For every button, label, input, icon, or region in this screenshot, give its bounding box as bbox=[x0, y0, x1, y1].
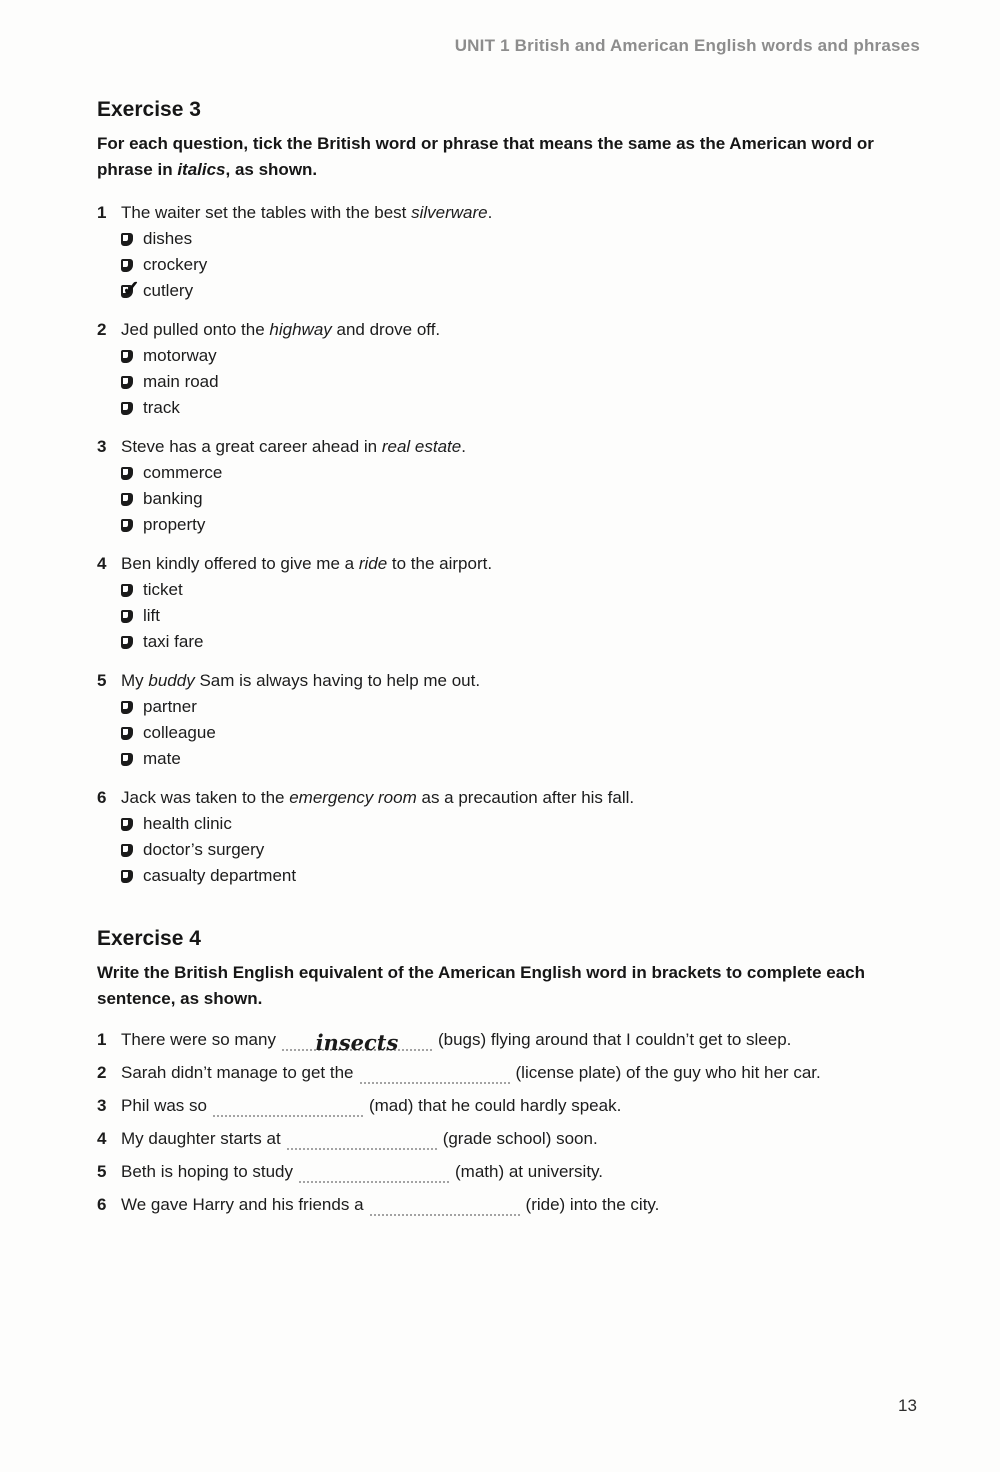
question-number: 6 bbox=[97, 1195, 107, 1214]
checkbox-icon[interactable] bbox=[121, 610, 133, 623]
sentence-post: (mad) that he could hardly speak. bbox=[368, 1096, 622, 1115]
question-number: 5 bbox=[97, 671, 107, 690]
sentence-post: Sam is always having to help me out. bbox=[194, 671, 481, 690]
question-number: 3 bbox=[97, 1096, 107, 1115]
checkbox-icon[interactable] bbox=[121, 519, 133, 532]
exercise4-question-1 bbox=[97, 1029, 922, 1055]
checkbox-icon[interactable] bbox=[121, 584, 133, 597]
sentence-pre: Phil was so bbox=[121, 1096, 207, 1115]
option-label: mate bbox=[143, 749, 181, 768]
sentence-pre: Ben kindly offered to give me a bbox=[121, 554, 359, 573]
instruction-text: For each question, tick the British word or phrase that means the same as the American word or phrase in bbox=[97, 134, 874, 179]
exercise4-question-4 bbox=[97, 1128, 922, 1150]
checkbox-icon[interactable] bbox=[121, 259, 133, 272]
page-number: 13 bbox=[898, 1396, 917, 1415]
sentence-pre: The waiter set the tables with the best bbox=[121, 203, 412, 222]
sentence-pre: Jed pulled onto the bbox=[121, 320, 270, 339]
answer-blank[interactable] bbox=[370, 1200, 520, 1216]
checkbox-icon[interactable] bbox=[121, 233, 133, 246]
option-row bbox=[121, 278, 922, 304]
checkbox-icon[interactable] bbox=[121, 701, 133, 714]
sentence-italic: silverware bbox=[411, 203, 488, 222]
sentence-post: (math) at university. bbox=[455, 1162, 604, 1181]
option-label: ticket bbox=[143, 580, 183, 599]
sentence-italic: highway bbox=[269, 320, 332, 339]
exercise3-question-5 bbox=[97, 668, 922, 772]
sentence-italic: ride bbox=[358, 554, 388, 573]
checkbox-icon[interactable] bbox=[121, 376, 133, 389]
sentence-post: and drove off. bbox=[331, 320, 441, 339]
option-row bbox=[121, 863, 922, 889]
exercise4-instructions: Write the British English equivalent of the American English word in brackets to complete each sentence, as shown. bbox=[97, 963, 865, 1008]
answer-blank[interactable] bbox=[360, 1068, 510, 1084]
instruction-italic-word: italics bbox=[177, 160, 226, 179]
option-label: motorway bbox=[143, 346, 217, 365]
checkbox-icon[interactable] bbox=[121, 636, 133, 649]
exercise3-question-6 bbox=[97, 785, 922, 889]
option-label: property bbox=[143, 515, 206, 534]
option-row bbox=[121, 720, 922, 746]
sentence-post: to the airport. bbox=[387, 554, 493, 573]
sentence-post: (license plate) of the guy who hit her car. bbox=[515, 1063, 821, 1082]
option-row bbox=[121, 746, 922, 772]
sentence-post: (bugs) flying around that I couldn’t get to sleep. bbox=[437, 1030, 792, 1049]
exercise3-question-1 bbox=[97, 200, 922, 304]
question-sentence bbox=[121, 785, 634, 811]
question-sentence bbox=[121, 551, 492, 577]
answer-blank[interactable] bbox=[299, 1167, 449, 1183]
option-label: commerce bbox=[143, 463, 223, 482]
unit-header: UNIT 1 British and American English words and phrases bbox=[454, 36, 920, 55]
checkbox-icon[interactable] bbox=[121, 350, 133, 363]
option-label: taxi fare bbox=[143, 632, 204, 651]
question-number: 2 bbox=[97, 1063, 107, 1082]
option-label: lift bbox=[143, 606, 160, 625]
option-label: cutlery bbox=[143, 281, 194, 300]
checkbox-icon[interactable] bbox=[121, 402, 133, 415]
page-content bbox=[0, 98, 1000, 1216]
option-row bbox=[121, 252, 922, 278]
exercise3-question-2 bbox=[97, 317, 922, 421]
option-row bbox=[121, 226, 922, 252]
answer-blank[interactable] bbox=[282, 1030, 432, 1055]
option-row bbox=[121, 395, 922, 421]
sentence-post: (ride) into the city. bbox=[525, 1195, 660, 1214]
sentence-pre: Beth is hoping to study bbox=[121, 1162, 294, 1181]
exercise4-title: Exercise 4 bbox=[97, 927, 201, 950]
answer-blank[interactable] bbox=[213, 1101, 363, 1117]
option-label: main road bbox=[143, 372, 219, 391]
option-row bbox=[121, 486, 922, 512]
question-number: 3 bbox=[97, 437, 107, 456]
sentence-italic: real estate bbox=[381, 437, 462, 456]
checkbox-icon[interactable] bbox=[121, 870, 133, 883]
question-number: 4 bbox=[97, 554, 107, 573]
exercise4-question-3 bbox=[97, 1095, 922, 1117]
exercise4-question-2 bbox=[97, 1062, 922, 1084]
question-sentence bbox=[121, 434, 466, 460]
option-row bbox=[121, 694, 922, 720]
question-number: 1 bbox=[97, 203, 107, 222]
checkbox-icon[interactable] bbox=[121, 753, 133, 766]
option-label: crockery bbox=[143, 255, 208, 274]
option-label: casualty department bbox=[143, 866, 297, 885]
checkbox-icon[interactable] bbox=[121, 467, 133, 480]
checkbox-icon[interactable] bbox=[121, 818, 133, 831]
exercise3-question-3 bbox=[97, 434, 922, 538]
question-sentence bbox=[121, 200, 492, 226]
sentence-pre: There were so many bbox=[121, 1030, 276, 1049]
option-label: partner bbox=[143, 697, 197, 716]
answer-blank[interactable] bbox=[287, 1134, 437, 1150]
option-label: dishes bbox=[143, 229, 193, 248]
sentence-post: . bbox=[461, 437, 466, 456]
option-row bbox=[121, 460, 922, 486]
question-sentence bbox=[121, 317, 440, 343]
option-row bbox=[121, 837, 922, 863]
handwritten-answer: insects bbox=[315, 1030, 399, 1055]
sentence-post: (grade school) soon. bbox=[442, 1129, 598, 1148]
sentence-pre: Sarah didn’t manage to get the bbox=[121, 1063, 354, 1082]
question-number: 4 bbox=[97, 1129, 107, 1148]
option-label: health clinic bbox=[143, 814, 232, 833]
exercise4-question-5 bbox=[97, 1161, 922, 1183]
sentence-pre: My daughter starts at bbox=[121, 1129, 281, 1148]
question-sentence bbox=[121, 668, 480, 694]
exercise4-question-6 bbox=[97, 1194, 922, 1216]
exercise3-question-4 bbox=[97, 551, 922, 655]
checkbox-icon[interactable] bbox=[121, 727, 133, 740]
instruction-text: , as shown. bbox=[225, 160, 318, 179]
option-row bbox=[121, 603, 922, 629]
option-label: banking bbox=[143, 489, 203, 508]
question-number: 1 bbox=[97, 1030, 107, 1049]
question-number: 5 bbox=[97, 1162, 107, 1181]
option-label: track bbox=[143, 398, 180, 417]
exercise3-title: Exercise 3 bbox=[97, 98, 201, 121]
option-row bbox=[121, 512, 922, 538]
question-number: 6 bbox=[97, 788, 107, 807]
checkbox-icon-checked[interactable] bbox=[121, 285, 133, 298]
question-number: 2 bbox=[97, 320, 107, 339]
option-row bbox=[121, 343, 922, 369]
exercise3-instructions bbox=[97, 131, 919, 183]
sentence-pre: My bbox=[121, 671, 149, 690]
option-row bbox=[121, 577, 922, 603]
sentence-italic: buddy bbox=[148, 671, 195, 690]
sentence-post: as a precaution after his fall. bbox=[416, 788, 635, 807]
checkbox-icon[interactable] bbox=[121, 493, 133, 506]
checkbox-icon[interactable] bbox=[121, 844, 133, 857]
option-row bbox=[121, 369, 922, 395]
sentence-pre: We gave Harry and his friends a bbox=[121, 1195, 364, 1214]
option-row bbox=[121, 629, 922, 655]
sentence-pre: Jack was taken to the bbox=[121, 788, 290, 807]
sentence-italic: emergency room bbox=[289, 788, 417, 807]
option-label: doctor’s surgery bbox=[143, 840, 265, 859]
sentence-post: . bbox=[487, 203, 493, 222]
option-label: colleague bbox=[143, 723, 216, 742]
sentence-pre: Steve has a great career ahead in bbox=[121, 437, 382, 456]
option-row bbox=[121, 811, 922, 837]
